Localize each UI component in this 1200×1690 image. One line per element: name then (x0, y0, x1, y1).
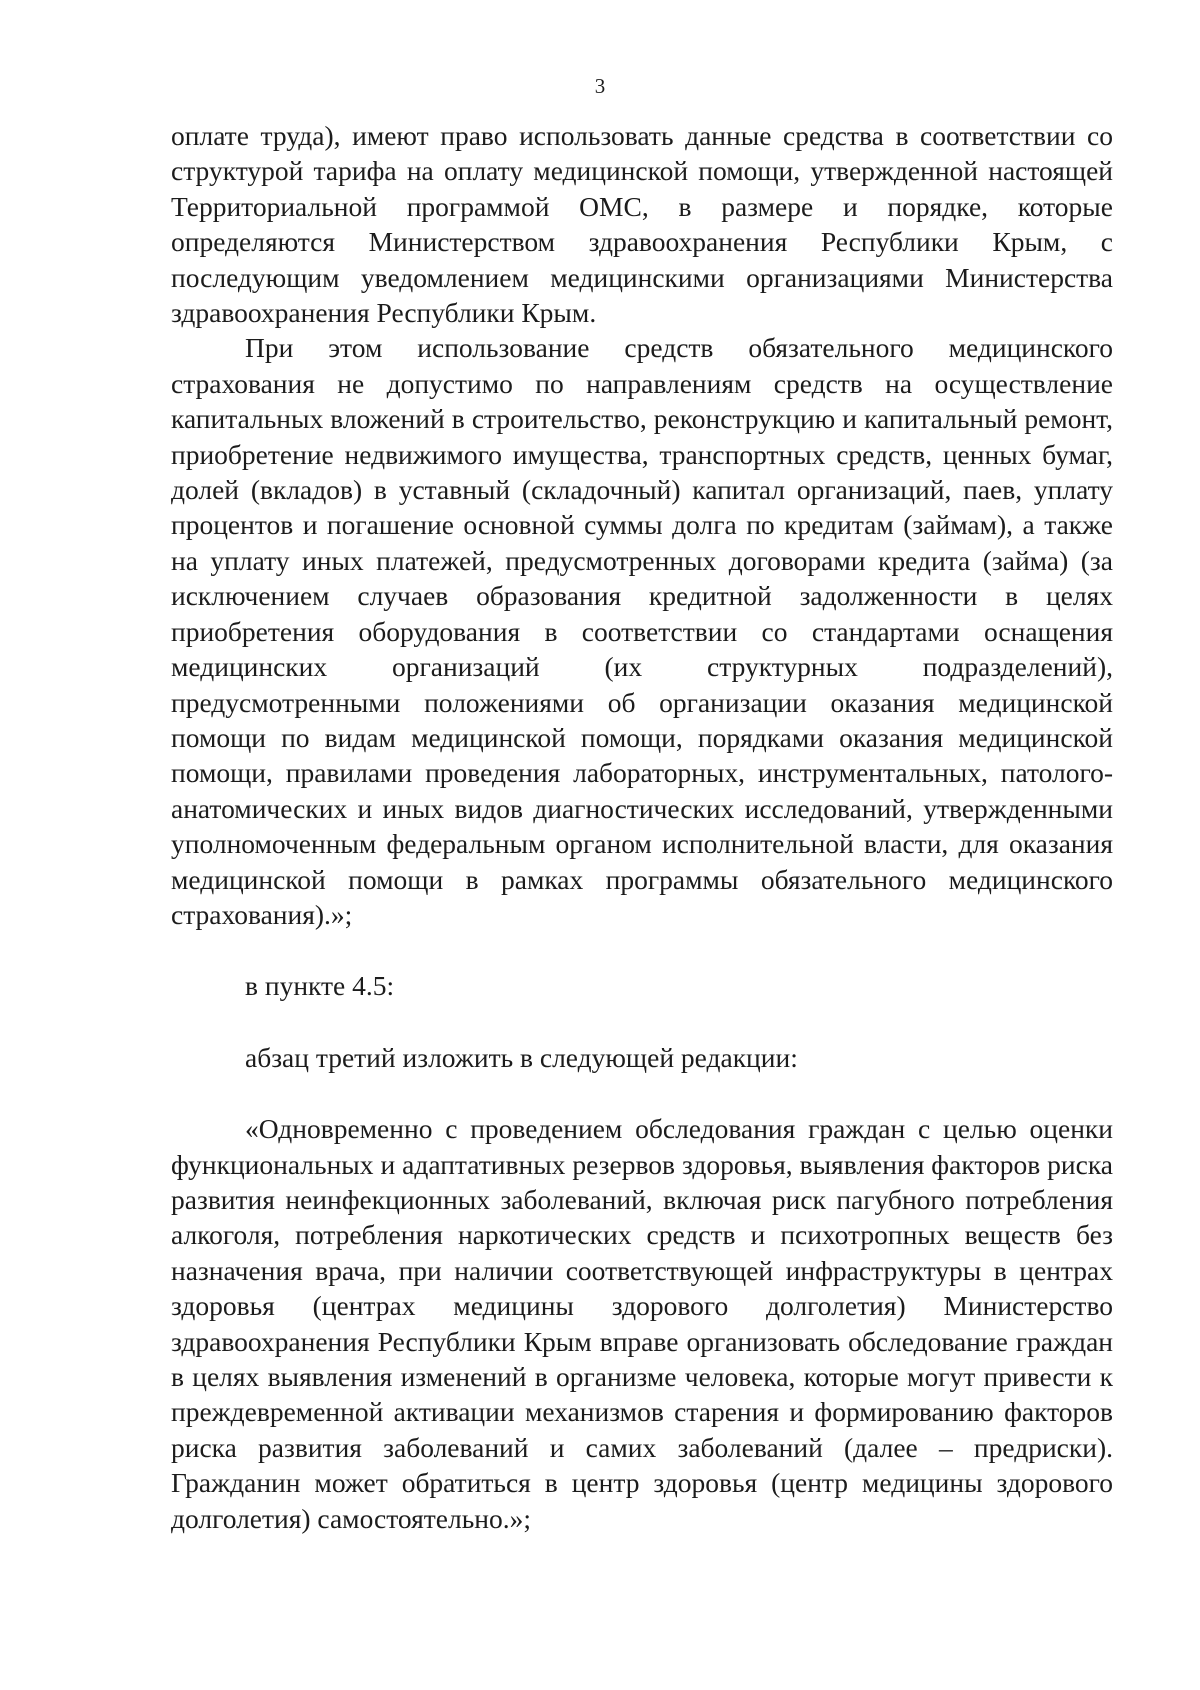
paragraph-amendment-instruction: абзац третий изложить в следующей редакции: (245, 1041, 798, 1073)
document-body (171, 118, 1113, 1536)
paragraph-restrictions: При этом использование средств обязательного медицинского страхования не допустимо по направлениям средств на осуществление капитальных вложений в строительство, реконструкцию и капитальный ремонт, приобретение недвижимого имущества, транспортных средств, ценных бумаг, долей (вкладов) в уставный (складочный) капитал организаций, паев, уплату процентов и погашение основной суммы долга по кредитам (займам), а также на уплату иных платежей, предусмотренных договорами кредита (займа) (за исключением случаев образования кредитной задолженности в целях приобретения оборудования в соответствии со стандартами оснащения медицинских организаций (их структурных подразделений), предусмотренными положениями об организации оказания медицинской помощи по видам медицинской помощи, порядками оказания медицинской помощи, правилами проведения лабораторных, инструментальных, патолого-анатомических и иных видов диагностических исследований, утвержденными уполномоченным федеральным органом исполнительной власти, для оказания медицинской помощи в рамках программы обязательного медицинского страхования).»; (171, 332, 1113, 930)
paragraph-new-wording: «Одновременно с проведением обследования граждан с целью оценки функциональных и адаптативных резервов здоровья, выявления факторов риска развития неинфекционных заболеваний, включая риск пагубного потребления алкоголя, потребления наркотических средств и психотропных веществ без назначения врача, при наличии соответствующей инфраструктуры в центрах здоровья (центрах медицины здорового долголетия) Министерство здравоохранения Республики Крым вправе организовать обследование граждан в целях выявления изменений в организме человека, которые могут привести к преждевременной активации механизмов старения и формированию факторов риска развития заболеваний и самих заболеваний (далее – предриски). Гражданин может обратиться в центр здоровья (центр медицины здорового долголетия) самостоятельно.»; (171, 1113, 1113, 1534)
page-number: 3 (594, 74, 606, 98)
paragraph-continuation: оплате труда), имеют право использовать данные средства в соответствии со структурой тарифа на оплату медицинской помощи, утвержденной настоящей Территориальной программой ОМС, в размере и порядке, которые определяются Министерством здравоохранения Республики Крым, с последующим уведомлением медицинскими организациями Министерства здравоохранения Республики Крым. (171, 120, 1113, 329)
paragraph-clause-reference: в пункте 4.5: (245, 970, 395, 1002)
